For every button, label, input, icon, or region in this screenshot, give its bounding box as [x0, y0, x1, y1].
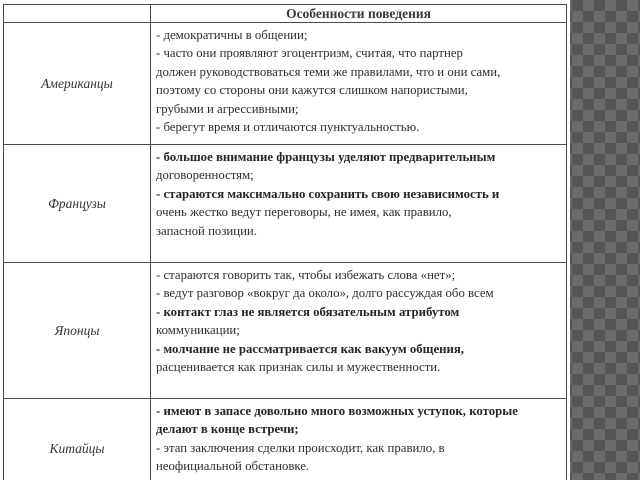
- description-line: грубыми и агрессивными;: [156, 101, 299, 116]
- table-title: Особенности поведения: [151, 5, 567, 23]
- description-line: - молчание не рассматривается как вакуум общения,: [156, 341, 464, 356]
- description-line: поэтому со стороны они кажутся слишком напористыми,: [156, 83, 468, 98]
- description-french: [151, 145, 567, 263]
- description-line: - часто они проявляют эгоцентризм, считая, что партнер: [156, 46, 463, 61]
- table-header-row: [4, 5, 567, 23]
- nation-chinese: Китайцы: [4, 399, 151, 480]
- description-line: - демократичны в общении;: [156, 28, 308, 42]
- header-empty-cell: [4, 5, 151, 23]
- description-line: очень жестко ведут переговоры, не имея, как правило,: [156, 205, 452, 220]
- description-line: расценивается как признак силы и мужественности.: [156, 360, 441, 375]
- nation-americans: Американцы: [4, 23, 151, 145]
- description-line: - берегут время и отличаются пунктуальностью.: [156, 120, 420, 135]
- description-line: - контакт глаз не является обязательным атрибутом: [156, 304, 460, 319]
- behavior-table: [3, 4, 567, 480]
- description-line: - стараются максимально сохранить свою независимость и: [156, 186, 500, 201]
- nation-french: Французы: [4, 145, 151, 263]
- table-row: [4, 23, 567, 145]
- description-line: делают в конце встречи;: [156, 422, 299, 437]
- table-row: [4, 145, 567, 263]
- description-line: договоренностям;: [156, 168, 254, 183]
- description-line: - этап заключения сделки происходит, как правило, в: [156, 440, 445, 455]
- description-line: должен руководствоваться теми же правилами, что и они сами,: [156, 64, 501, 79]
- description-line: коммуникации;: [156, 323, 240, 338]
- description-japanese: [151, 263, 567, 399]
- nation-japanese: Японцы: [4, 263, 151, 399]
- description-chinese: [151, 399, 567, 480]
- table-row: [4, 263, 567, 399]
- description-line: - большое внимание французы уделяют предварительным: [156, 150, 496, 164]
- description-line: - ведут разговор «вокруг да около», долго рассуждая обо всем: [156, 286, 494, 301]
- description-line: запасной позиции.: [156, 223, 257, 238]
- description-americans: [151, 23, 567, 145]
- description-line: - имеют в запасе довольно много возможных уступок, которые: [156, 404, 518, 418]
- description-line: - стараются говорить так, чтобы избежать слова «нет»;: [156, 268, 456, 282]
- description-line: неофициальной обстановке.: [156, 459, 310, 474]
- table-row: [4, 399, 567, 480]
